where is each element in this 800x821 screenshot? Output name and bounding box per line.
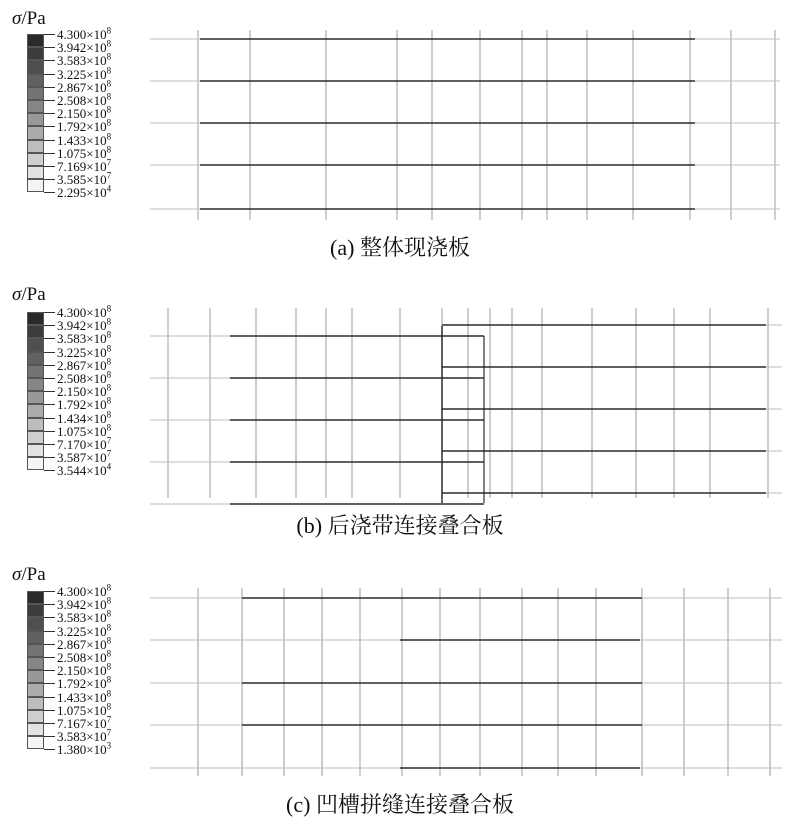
- legend-tick: [44, 325, 55, 326]
- legend-mantissa: 4.300×10: [57, 305, 107, 320]
- legend-value: [57, 743, 111, 756]
- legend-value: [57, 65, 112, 82]
- legend-mantissa: 1.433×10: [57, 132, 107, 148]
- legend-tick: [44, 736, 55, 737]
- legend-mantissa: 3.583×10: [57, 331, 107, 347]
- legend-mantissa: 2.867×10: [57, 79, 107, 95]
- legend-tick: [44, 697, 55, 698]
- legend-mantissa: 2.150×10: [57, 384, 107, 400]
- legend-tick: [44, 192, 55, 193]
- legend-exponent: 8: [106, 356, 112, 367]
- legend-tick: [44, 34, 55, 35]
- legend-mantissa: 7.169×10: [57, 159, 107, 174]
- legend-exponent: 8: [106, 65, 112, 76]
- caption-b: (b) 后浇带连接叠合板: [296, 513, 504, 538]
- legend-swatch: [27, 312, 44, 325]
- caption-c: (c) 凹槽拼缝连接叠合板: [286, 792, 514, 817]
- legend-value: [57, 131, 112, 148]
- legend-tick: [44, 166, 55, 167]
- legend-swatch: [27, 87, 44, 100]
- legend-mantissa: 3.942×10: [57, 40, 107, 56]
- legend-exponent: 7: [106, 157, 112, 168]
- legend-exponent: 4: [106, 184, 112, 195]
- legend-swatch: [27, 100, 44, 113]
- legend-title: [12, 564, 46, 586]
- legend-exponent: 8: [106, 701, 112, 712]
- legend-value: [57, 332, 111, 345]
- legend-mantissa: 3.583×10: [57, 610, 107, 626]
- legend-title: [12, 284, 46, 306]
- legend-value: [57, 343, 112, 360]
- legend-mantissa: 1.792×10: [57, 676, 107, 692]
- legend-tick: [44, 126, 55, 127]
- legend-tick: [44, 100, 55, 101]
- legend-exponent: 8: [106, 609, 112, 620]
- legend-swatch: [27, 736, 44, 749]
- legend-mantissa: 3.942×10: [57, 597, 107, 613]
- legend-mantissa: 1.792×10: [57, 397, 107, 413]
- panel-a: [0, 0, 800, 270]
- legend-tick: [44, 431, 55, 432]
- legend-tick: [44, 683, 55, 684]
- legend-exponent: 8: [106, 661, 112, 672]
- legend-mantissa: 1.792×10: [57, 119, 107, 135]
- legend-value: [57, 464, 111, 477]
- legend-mantissa: 2.150×10: [57, 106, 107, 122]
- legend-mantissa: 1.075×10: [57, 145, 107, 161]
- legend-value: [57, 120, 111, 133]
- legend-exponent: 8: [106, 675, 112, 686]
- legend-tick: [44, 723, 55, 724]
- legend-tick: [44, 657, 55, 658]
- legend-exponent: 8: [106, 409, 112, 420]
- legend-tick: [44, 418, 55, 419]
- legend-tick: [44, 604, 55, 605]
- legend-exponent: 4: [106, 462, 112, 473]
- legend-mantissa: 3.225×10: [57, 344, 107, 360]
- legend-exponent: 3: [106, 741, 112, 752]
- legend-exponent: 8: [106, 369, 112, 380]
- legend-tick: [44, 710, 55, 711]
- legend-swatch: [27, 697, 44, 710]
- legend-swatch: [27, 126, 44, 139]
- unit-label: /Pa: [21, 564, 46, 585]
- legend-exponent: 8: [106, 78, 112, 89]
- legend-swatch: [27, 617, 44, 630]
- legend-tick: [44, 404, 55, 405]
- legend-exponent: 8: [106, 316, 112, 327]
- legend-swatch: [27, 74, 44, 87]
- legend-tick: [44, 457, 55, 458]
- legend-mantissa: 3.225×10: [57, 623, 107, 639]
- unit-label: /Pa: [21, 8, 46, 29]
- legend-swatch: [27, 325, 44, 338]
- mesh-plot-a: [150, 25, 790, 225]
- sigma-symbol: σ: [12, 284, 22, 305]
- legend-swatch: [27, 683, 44, 696]
- legend-swatch: [27, 418, 44, 431]
- legend-swatch: [27, 457, 44, 470]
- panel-c: [0, 558, 800, 821]
- legend-swatch: [27, 644, 44, 657]
- legend-tick: [44, 87, 55, 88]
- legend-mantissa: 3.544×10: [57, 463, 107, 479]
- legend-swatch: [27, 60, 44, 73]
- legend-tick: [44, 47, 55, 48]
- legend-tick: [44, 113, 55, 114]
- legend-exponent: 7: [106, 714, 112, 725]
- legend-tick: [44, 644, 55, 645]
- legend-value: [57, 54, 111, 67]
- legend-swatch: [27, 444, 44, 457]
- legend-tick: [44, 140, 55, 141]
- legend-mantissa: 2.508×10: [57, 650, 107, 665]
- legend-swatch: [27, 604, 44, 617]
- legend-tick: [44, 631, 55, 632]
- unit-label: /Pa: [21, 284, 46, 305]
- legend-tick: [44, 74, 55, 75]
- legend-mantissa: 1.380×10: [57, 742, 107, 758]
- legend-tick: [44, 591, 55, 592]
- legend-exponent: 7: [106, 170, 112, 181]
- legend-mantissa: 4.300×10: [57, 584, 107, 599]
- legend-exponent: 8: [106, 382, 112, 393]
- legend-swatch: [27, 723, 44, 736]
- legend-exponent: 8: [106, 104, 112, 115]
- legend-swatch: [27, 365, 44, 378]
- legend-tick: [44, 365, 55, 366]
- legend-tick: [44, 312, 55, 313]
- legend-tick: [44, 153, 55, 154]
- legend-value: [57, 677, 111, 690]
- legend-swatch: [27, 404, 44, 417]
- legend-title: [12, 8, 46, 30]
- legend-swatch: [27, 140, 44, 153]
- legend-exponent: 8: [106, 622, 112, 633]
- legend-value: [57, 144, 112, 161]
- mesh-plot-c: [150, 580, 790, 780]
- legend-mantissa: 7.167×10: [57, 716, 107, 731]
- legend-value: [57, 398, 111, 411]
- legend-exponent: 8: [106, 144, 112, 155]
- legend-mantissa: 1.075×10: [57, 423, 107, 439]
- legend-mantissa: 3.225×10: [57, 66, 107, 82]
- legend-tick: [44, 444, 55, 445]
- legend-mantissa: 1.433×10: [57, 689, 107, 705]
- legend-swatch: [27, 631, 44, 644]
- legend-exponent: 8: [106, 52, 112, 63]
- legend-value: [57, 186, 111, 199]
- legend-value: [57, 635, 112, 652]
- legend-exponent: 8: [106, 343, 112, 354]
- legend-exponent: 8: [106, 422, 112, 433]
- legend-exponent: 8: [106, 582, 112, 593]
- legend-value: [57, 611, 111, 624]
- legend-mantissa: 1.434×10: [57, 410, 107, 426]
- legend-tick: [44, 352, 55, 353]
- legend-swatch: [27, 166, 44, 179]
- legend-swatch: [27, 431, 44, 444]
- legend-exponent: 8: [106, 25, 112, 36]
- legend-tick: [44, 378, 55, 379]
- legend-exponent: 8: [106, 38, 112, 49]
- legend-tick: [44, 670, 55, 671]
- legend-mantissa: 2.867×10: [57, 636, 107, 652]
- legend-mantissa: 7.170×10: [57, 437, 107, 452]
- legend-value: [57, 701, 112, 718]
- legend-tick: [44, 470, 55, 471]
- legend-exponent: 8: [106, 396, 112, 407]
- legend-swatch: [27, 47, 44, 60]
- legend-swatch: [27, 391, 44, 404]
- legend-swatch: [27, 378, 44, 391]
- legend-mantissa: 3.587×10: [57, 450, 107, 466]
- legend-tick: [44, 617, 55, 618]
- legend-mantissa: 4.300×10: [57, 27, 107, 42]
- legend-value: [57, 409, 112, 426]
- legend-mantissa: 1.075×10: [57, 702, 107, 718]
- legend-swatch: [27, 113, 44, 126]
- legend-exponent: 8: [106, 648, 112, 659]
- legend-exponent: 7: [106, 727, 112, 738]
- legend-mantissa: 3.583×10: [57, 53, 107, 69]
- sigma-symbol: σ: [12, 8, 22, 29]
- legend-exponent: 7: [106, 448, 112, 459]
- legend-swatch: [27, 670, 44, 683]
- legend-mantissa: 2.508×10: [57, 371, 107, 386]
- legend-mantissa: 3.942×10: [57, 318, 107, 334]
- legend-exponent: 8: [106, 635, 112, 646]
- legend-exponent: 8: [106, 595, 112, 606]
- legend-mantissa: 3.583×10: [57, 729, 107, 745]
- legend-tick: [44, 749, 55, 750]
- legend-value: [57, 422, 112, 439]
- legend-exponent: 8: [106, 118, 112, 129]
- legend-swatch: [27, 179, 44, 192]
- legend-mantissa: 2.150×10: [57, 663, 107, 679]
- legend-tick: [44, 338, 55, 339]
- mesh-plot-b: [150, 298, 790, 503]
- panel-b: [0, 278, 800, 548]
- legend-swatch: [27, 153, 44, 166]
- legend-value: [57, 688, 112, 705]
- legend-exponent: 8: [106, 303, 112, 314]
- legend-swatch: [27, 338, 44, 351]
- legend-swatch: [27, 710, 44, 723]
- legend-value: [57, 356, 112, 373]
- legend-mantissa: 2.867×10: [57, 357, 107, 373]
- legend-exponent: 8: [106, 131, 112, 142]
- legend-exponent: 8: [106, 330, 112, 341]
- legend-tick: [44, 391, 55, 392]
- legend-exponent: 7: [106, 435, 112, 446]
- caption-a: (a) 整体现浇板: [330, 235, 470, 260]
- legend-swatch: [27, 34, 44, 47]
- legend-swatch: [27, 352, 44, 365]
- legend-mantissa: 3.585×10: [57, 172, 107, 188]
- legend-mantissa: 2.295×10: [57, 185, 107, 201]
- legend-value: [57, 78, 112, 95]
- legend-exponent: 8: [106, 688, 112, 699]
- sigma-symbol: σ: [12, 564, 22, 585]
- legend-swatch: [27, 591, 44, 604]
- legend-value: [57, 622, 112, 639]
- legend-mantissa: 2.508×10: [57, 93, 107, 108]
- legend-tick: [44, 179, 55, 180]
- legend-exponent: 8: [106, 91, 112, 102]
- legend-swatch: [27, 657, 44, 670]
- legend-tick: [44, 60, 55, 61]
